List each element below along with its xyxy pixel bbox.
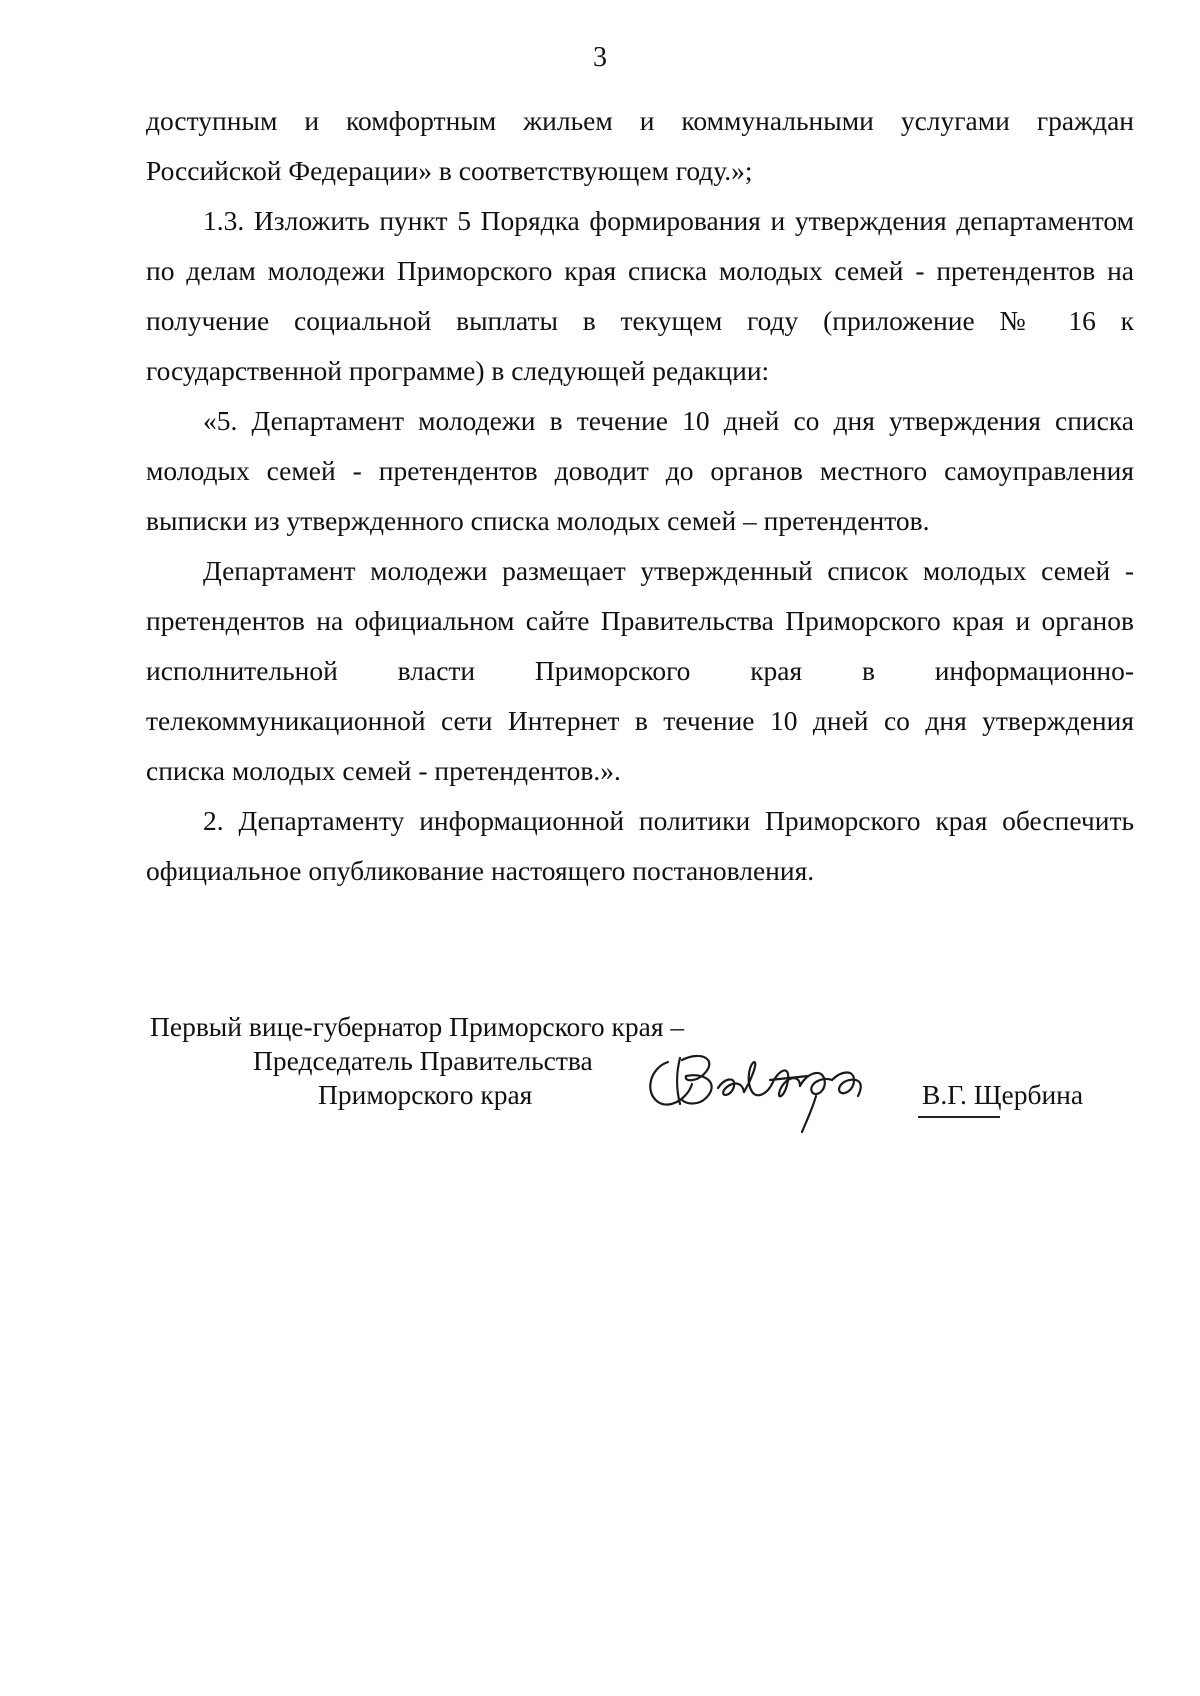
signatory-title-line-1: Первый вице-губернатор Приморского края – (150, 1011, 685, 1042)
paragraph-publication-rule: Департамент молодежи размещает утвержденный список молодых семей - претендентов на официальном сайте Правительства Приморского края и органов исполнительной власти Приморского края в информационно-телекоммуникационной сети Интернет в течение 10 дней со дня утверждения списка молодых семей - претендентов.». (146, 555, 1134, 786)
paragraph-continuation: доступным и комфортным жильем и коммунальными услугами граждан Российской Федерации» в соответствующем году.»; (146, 105, 1134, 186)
handwritten-signature (640, 1040, 910, 1140)
signature-block (0, 1010, 1200, 1130)
paragraph-quoted-point-5: «5. Департамент молодежи в течение 10 дней со дня утверждения списка молодых семей - претендентов доводит до органов местного самоуправления выписки из утвержденного списка молодых семей – претендентов. (146, 405, 1134, 536)
signatory-title-line-2: Председатель Правительства (253, 1045, 593, 1076)
signature-underline (918, 1116, 1000, 1118)
document-body (146, 96, 1134, 896)
paragraph-item-2: 2. Департаменту информационной политики Приморского края обеспечить официальное опубликование настоящего постановления. (146, 805, 1134, 886)
paragraph-item-1-3: 1.3. Изложить пункт 5 Порядка формирования и утверждения департаментом по делам молодежи Приморского края списка молодых семей - претендентов на получение социальной выплаты в текущем году (приложение № 16 к государственной программе) в следующей редакции: (146, 205, 1134, 386)
signatory-name: В.Г. Щербина (922, 1079, 1084, 1110)
page-number: 3 (593, 42, 607, 73)
signatory-title-line-3: Приморского края (318, 1079, 533, 1110)
